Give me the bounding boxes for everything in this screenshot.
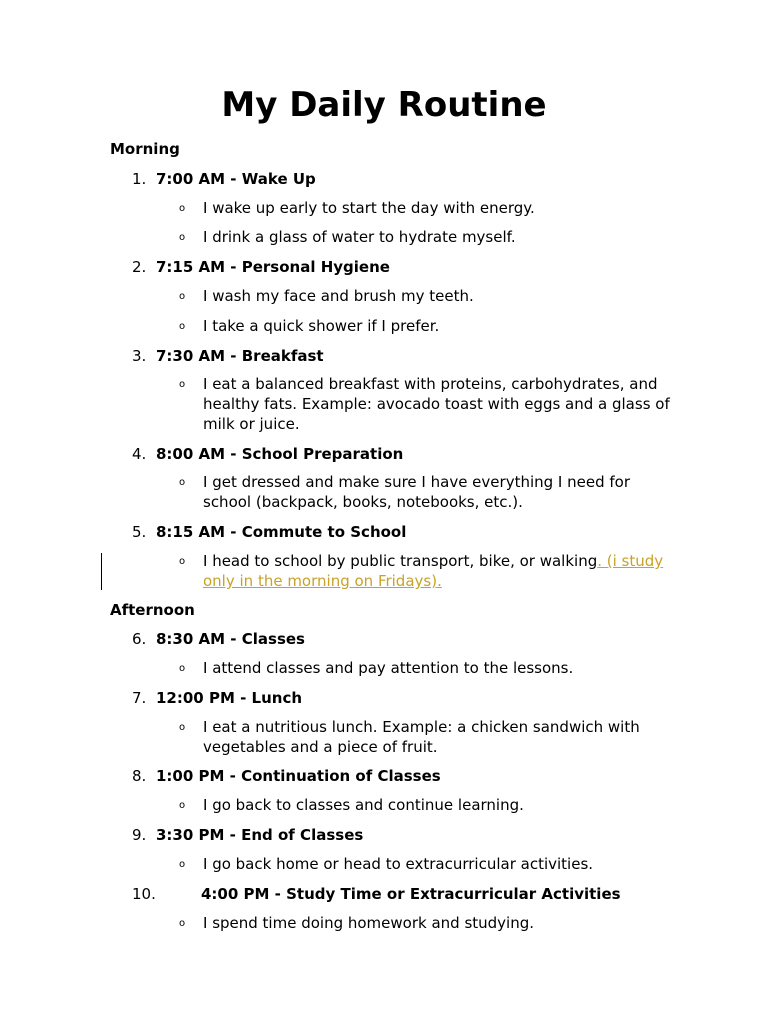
list-number: 6. — [132, 630, 147, 648]
list-number: 1. — [132, 170, 147, 188]
section-heading-morning: Morning — [110, 140, 180, 158]
list-number: 2. — [132, 258, 147, 276]
bullet-icon: o — [179, 859, 186, 870]
bullet-icon: o — [179, 203, 186, 214]
list-item-heading: 7:00 AM - Wake Up — [156, 170, 316, 188]
list-item-heading: 1:00 PM - Continuation of Classes — [156, 767, 441, 785]
section-heading-afternoon: Afternoon — [110, 601, 195, 619]
list-item-heading: 3:30 PM - End of Classes — [156, 826, 364, 844]
list-item-heading: 8:15 AM - Commute to School — [156, 523, 407, 541]
bullet-icon: o — [179, 800, 186, 811]
bullet-text: I eat a nutritious lunch. Example: a chicken sandwich with vegetables and a piece of fruit. — [203, 718, 640, 756]
bullet-text: I take a quick shower if I prefer. — [203, 317, 440, 335]
bullet-text: I eat a balanced breakfast with proteins, carbohydrates, and healthy fats. Example: avocado toast with eggs and a glass of milk or juice. — [203, 375, 670, 433]
list-number: 8. — [132, 767, 147, 785]
bullet-text: I spend time doing homework and studying. — [203, 914, 535, 932]
page-title: My Daily Routine — [221, 85, 547, 125]
bullet-icon: o — [179, 291, 186, 302]
list-number: 3. — [132, 347, 147, 365]
bullet-text-original: I head to school by public transport, bike, or walking — [203, 552, 598, 570]
bullet-text: I get dressed and make sure I have everything I need for school (backpack, books, notebooks, etc.). — [203, 473, 630, 511]
bullet-icon: o — [179, 232, 186, 243]
list-item-heading: 8:30 AM - Classes — [156, 630, 305, 648]
list-number: 9. — [132, 826, 147, 844]
bullet-icon: o — [179, 321, 186, 332]
revision-change-bar — [101, 553, 102, 590]
list-item-heading: 8:00 AM - School Preparation — [156, 445, 404, 463]
list-number: 4. — [132, 445, 147, 463]
bullet-text: I attend classes and pay attention to the lessons. — [203, 659, 574, 677]
list-item-heading: 7:30 AM - Breakfast — [156, 347, 324, 365]
bullet-icon: o — [179, 379, 186, 390]
bullet-icon: o — [179, 722, 186, 733]
list-number: 10. — [132, 885, 156, 903]
bullet-text: I drink a glass of water to hydrate myself. — [203, 228, 516, 246]
bullet-text: I wash my face and brush my teeth. — [203, 287, 474, 305]
bullet-text: I go back to classes and continue learning. — [203, 796, 524, 814]
bullet-text — [203, 551, 673, 591]
bullet-text: I go back home or head to extracurricular activities. — [203, 855, 594, 873]
bullet-icon: o — [179, 477, 186, 488]
tracked-insertion: . (i study only in the morning on Fridays). — [203, 552, 664, 590]
bullet-icon: o — [179, 556, 186, 567]
list-item-heading: 4:00 PM - Study Time or Extracurricular Activities — [201, 885, 621, 903]
list-item-heading: 7:15 AM - Personal Hygiene — [156, 258, 390, 276]
list-number: 7. — [132, 689, 147, 707]
list-number: 5. — [132, 523, 147, 541]
list-item-heading: 12:00 PM - Lunch — [156, 689, 303, 707]
bullet-icon: o — [179, 663, 186, 674]
bullet-icon: o — [179, 918, 186, 929]
bullet-text: I wake up early to start the day with energy. — [203, 199, 535, 217]
